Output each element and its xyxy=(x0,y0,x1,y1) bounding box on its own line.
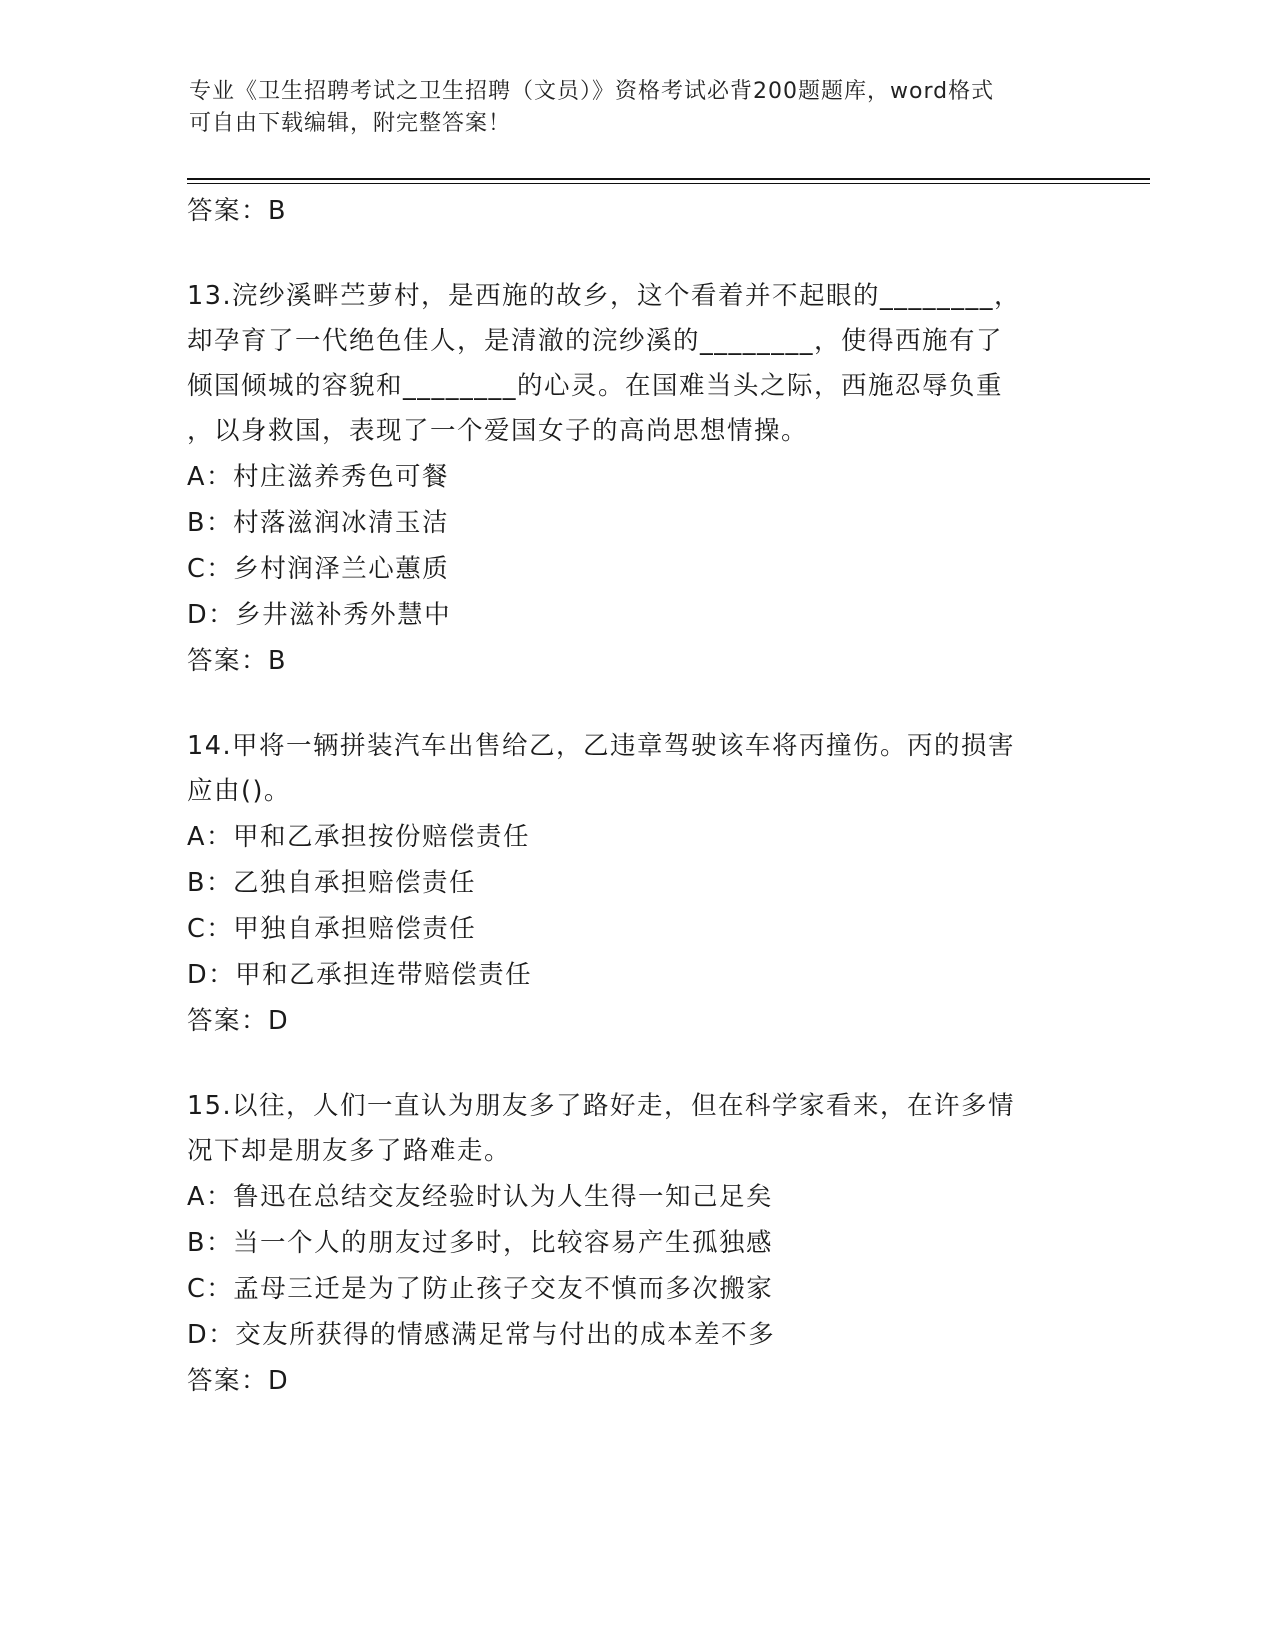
option-c: C：甲独自承担赔偿责任 xyxy=(187,914,477,944)
question-14 xyxy=(187,724,1077,1044)
answer: 答案：D xyxy=(187,1366,290,1396)
option-a: A：村庄滋养秀色可餐 xyxy=(187,462,449,492)
option-d: D：乡井滋补秀外慧中 xyxy=(187,600,452,630)
question-stem xyxy=(187,274,1077,454)
stem-line: ，以身救国，表现了一个爱国女子的高尚思想情操。 xyxy=(187,416,809,446)
stem-line: 况下却是朋友多了路难走。 xyxy=(187,1136,512,1166)
stem-line: 13.浣纱溪畔苎萝村，是西施的故乡，这个看着并不起眼的________， xyxy=(187,281,1022,311)
previous-answer: 答案：B xyxy=(187,196,287,226)
document-header xyxy=(189,76,1069,140)
option-c: C：孟母三迁是为了防止孩子交友不慎而多次搬家 xyxy=(187,1274,774,1304)
header-rule-thin xyxy=(187,183,1150,184)
option-a: A：甲和乙承担按份赔偿责任 xyxy=(187,822,530,852)
question-15 xyxy=(187,1084,1077,1404)
header-rule-thick xyxy=(187,178,1150,180)
stem-line: 14.甲将一辆拼装汽车出售给乙，乙违章驾驶该车将丙撞伤。丙的损害 xyxy=(187,731,1016,761)
stem-line: 却孕育了一代绝色佳人，是清澈的浣纱溪的________，使得西施有了 xyxy=(187,326,1004,356)
option-b: B：当一个人的朋友过多时，比较容易产生孤独感 xyxy=(187,1228,773,1258)
question-stem xyxy=(187,1084,1077,1174)
option-d: D：甲和乙承担连带赔偿责任 xyxy=(187,960,533,990)
answer: 答案：B xyxy=(187,646,287,676)
stem-line: 应由()。 xyxy=(187,776,291,806)
option-b: B：村落滋润冰清玉洁 xyxy=(187,508,449,538)
stem-line: 倾国倾城的容貌和________的心灵。在国难当头之际，西施忍辱负重 xyxy=(187,371,1004,401)
header-line-1: 专业《卫生招聘考试之卫生招聘（文员）》资格考试必背200题题库，word格式 xyxy=(189,79,995,104)
question-content xyxy=(187,188,1077,1404)
question-stem xyxy=(187,724,1077,814)
option-b: B：乙独自承担赔偿责任 xyxy=(187,868,476,898)
answer: 答案：D xyxy=(187,1006,290,1036)
option-c: C：乡村润泽兰心蕙质 xyxy=(187,554,450,584)
option-a: A：鲁迅在总结交友经验时认为人生得一知己足矣 xyxy=(187,1182,773,1212)
header-line-2: 可自由下载编辑，附完整答案！ xyxy=(189,111,512,136)
question-13 xyxy=(187,274,1077,684)
stem-line: 15.以往，人们一直认为朋友多了路好走，但在科学家看来，在许多情 xyxy=(187,1091,1016,1121)
option-d: D：交友所获得的情感满足常与付出的成本差不多 xyxy=(187,1320,776,1350)
